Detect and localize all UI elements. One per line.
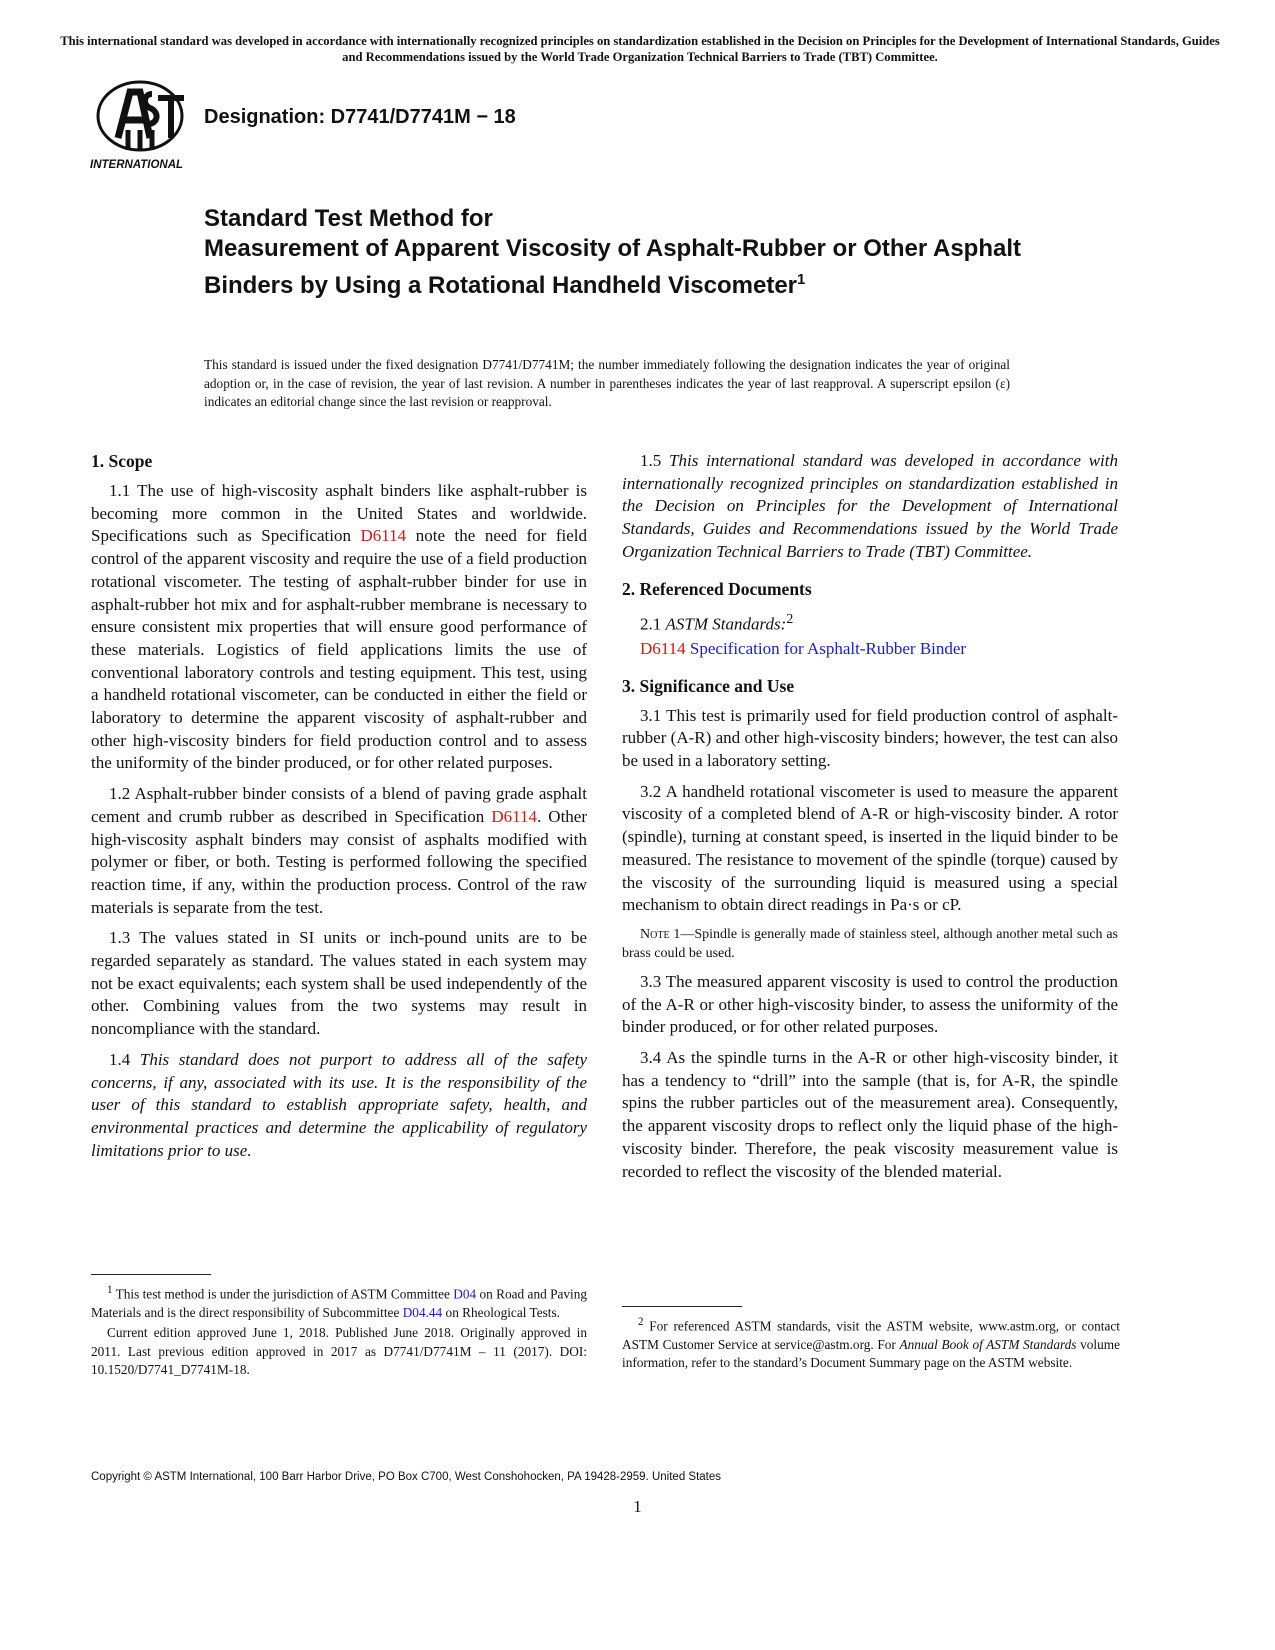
link-d6114[interactable]: D6114 — [491, 806, 537, 826]
document-title — [204, 204, 1084, 301]
footnote-rule — [622, 1306, 742, 1307]
footnote-1: $^1$ This test method is under the jurisdiction of ASTM Committee D04 on Road and Paving Materials and is the direct responsibility of Subcommittee D04.44 on Rheological Tests. — [91, 1284, 588, 1320]
section-heading-referenced-documents: 2. Referenced Documents — [622, 578, 812, 599]
paragraph-3-4: 3.4 As the spindle turns in the A-R or other high-viscosity binder, it has a tendency to “drill” into the sample (that is, for A-R, the spindle spins the rubber particles out of the measurement area). Consequently, the apparent viscosity drops to reflect only the liquid phase of the high-viscosity binder. Therefore, the peak viscosity measurement value is recorded to reflect the viscosity of the blended material. — [622, 1048, 1119, 1181]
title-main-text: Measurement of Apparent Viscosity of Asphalt-Rubber or Other Asphalt Binders by Using a Rotational Handheld Viscometer — [204, 235, 1022, 299]
section-heading-scope: 1. Scope — [91, 451, 153, 471]
paragraph-2-1: 2.1 ASTM Standards:$^2$ — [640, 610, 794, 634]
title-prefix: Standard Test Method for — [204, 205, 493, 232]
paragraph-1-2: 1.2 Asphalt-rubber binder consists of a blend of paving grade asphalt cement and crumb rubber as described in Specification D6114. Other high-viscosity asphalt binders may consist of asphalts modified with polymer or fiber, or both. Testing is performed following the specified reaction time, if any, within the production process. Control of the raw materials is separate from the test. — [91, 784, 588, 917]
logo-wordmark: INTERNATIONAL — [90, 159, 184, 171]
link-d04[interactable]: D04 — [453, 1286, 477, 1302]
page-number: 1 — [633, 1497, 642, 1516]
astm-logo — [88, 80, 196, 172]
left-column — [91, 450, 587, 1170]
copyright: Copyright © ASTM International, 100 Barr Harbor Drive, PO Box C700, West Conshohocken, PA 19428-2959. United States — [91, 1471, 722, 1483]
reference-d6114[interactable] — [640, 638, 1118, 661]
footnotes-right — [622, 1306, 1120, 1375]
paragraph-1-5: 1.5 This international standard was developed in accordance with internationally recognized principles on standardization established in the Decision on Principles for the Development of International Standards, Guides and Recommendations issued by the World Trade Organization Technical Barriers to Trade (TBT) Committee. — [622, 451, 1118, 561]
paragraph-1-3: 1.3 The values stated in SI units or inch-pound units are to be regarded separately as standard. The values stated in each system may not be exact equivalents; each system shall be used independently of the other. Combining values from the two systems may result in noncompliance with the standard. — [91, 928, 587, 1039]
note-1: Note 1—Spindle is generally made of stainless steel, although another metal such as brass could be used. — [622, 926, 1118, 961]
paragraph-3-3: 3.3 The measured apparent viscosity is used to control the production of the A-R or other high-viscosity binder, to assess the uniformity of the binder produced, or for other related purposes. — [622, 971, 1118, 1037]
issued-note: This standard is issued under the fixed designation D7741/D7741M; the number immediately following the designation indicates the year of original adoption or, in the case of revision, the year of last revision. A number in parentheses indicates the year of last reapproval. A superscript epsilon (ε) indicates an editorial change since the last revision or reapproval. — [204, 357, 1010, 409]
footnote-1-edition: Current edition approved June 1, 2018. Published June 2018. Originally approved in 2011. Last previous edition approved in 2017 as D7741/D7741M – 11 (2017). DOI: 10.1520/D7741_D7741M-18. — [91, 1325, 587, 1378]
section-heading-significance: 3. Significance and Use — [622, 675, 795, 696]
paragraph-3-1: 3.1 This test is primarily used for field production control of asphalt-rubber (A-R) and other high-viscosity binders; however, the test can also be used in a laboratory setting. — [622, 705, 1118, 770]
link-d04-44[interactable]: D04.44 — [402, 1304, 443, 1320]
astm-logo-icon — [88, 80, 196, 172]
footnotes-left — [91, 1274, 587, 1382]
paragraph-3-2: 3.2 A handheld rotational viscometer is used to measure the apparent viscosity of a completed blend of A-R or high-viscosity binder. A rotor (spindle), turning at constant speed, is inserted in the liquid binder to be measured. The resistance to movement of the spindle (torque) caused by the viscosity of the surrounding liquid is measured using a special mechanism to obtain direct readings in Pa·s or cP. — [622, 781, 1118, 915]
right-column — [622, 450, 1118, 1191]
footnote-2: $^2$ For referenced ASTM standards, visit the ASTM website, www.astm.org, or contact ASTM Customer Service at service@astm.org. For Annual Book of ASTM Standards volume information, refer to the standard’s Document Summary page on the ASTM website. — [622, 1316, 1120, 1371]
link-d6114[interactable]: D6114 — [360, 526, 407, 546]
ref-code[interactable]: D6114 — [640, 638, 686, 658]
ref-title[interactable]: Specification for Asphalt-Rubber Binder — [689, 638, 967, 658]
title-main — [204, 234, 1084, 301]
standards-notice: This international standard was developed in accordance with internationally recognized principles on standardization established in the Decision on Principles for the Development of International Standards, Guides and Recommendations issued by the World Trade Organization Technical Barriers to Trade (TBT) Committee. — [60, 34, 1220, 64]
paragraph-1-1: 1.1 The use of high-viscosity asphalt binders like asphalt-rubber is becoming more common in the United States and worldwide. Specifications such as Specification D6114 note the need for field control of the apparent viscosity and require the use of a field production rotational viscometer. The testing of asphalt-rubber binder for use in asphalt-rubber hot mix and for asphalt-rubber membrane is necessary to ensure consistent mix properties that will ensure good performance of these materials. Logistics of field applications limits the use of conventional laboratory controls and testing equipment. This test, using a handheld rotational viscometer, can be conducted in either the field or laboratory to determine the apparent viscosity of asphalt-rubber and other high-viscosity binders for field production control and to assess the uniformity of the binder produced, or for other related purposes. — [91, 481, 588, 773]
designation: Designation: D7741/D7741M − 18 — [204, 106, 516, 128]
paragraph-1-4: 1.4 This standard does not purport to address all of the safety concerns, if any, associated with its use. It is the responsibility of the user of this standard to establish appropriate safety, health, and environmental practices and determine the applicability of regulatory limitations prior to use. — [91, 1049, 587, 1160]
title-footnote-mark: 1 — [797, 270, 806, 288]
footnote-rule — [91, 1274, 211, 1275]
